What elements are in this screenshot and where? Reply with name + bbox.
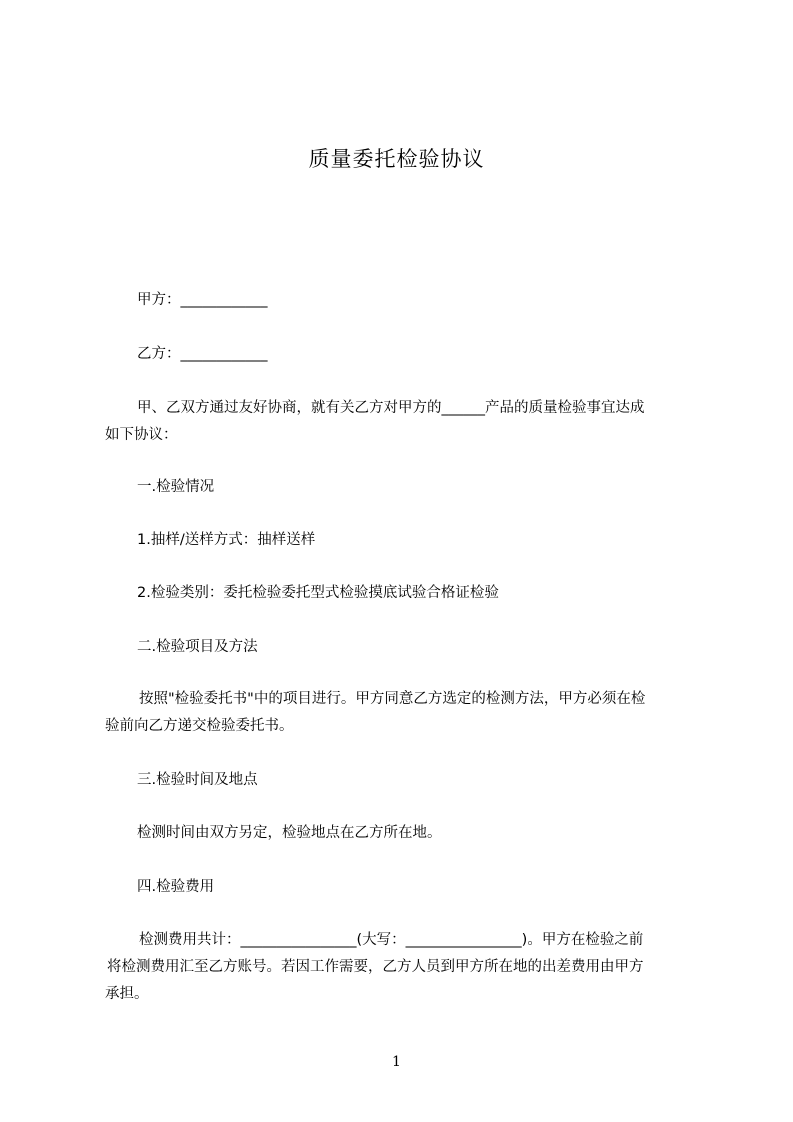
section-4-body-line-3: 承担。	[105, 986, 149, 1002]
section-2-heading: 二.检验项目及方法	[137, 639, 258, 655]
section-2-body-line-2: 验前向乙方递交检验委托书。	[105, 718, 294, 734]
party-b-line: 乙方：____________	[137, 346, 268, 362]
section-4-body	[105, 927, 644, 1008]
intro-line-1: 甲、乙双方通过友好协商，就有关乙方对甲方的______产品的质量检验事宜达成	[137, 400, 645, 416]
section-4-heading: 四.检验费用	[137, 879, 215, 895]
section-1-item-1: 1.抽样/送样方式：抽样送样	[137, 532, 316, 548]
section-3-body: 检测时间由双方另定，检验地点在乙方所在地。	[137, 825, 442, 841]
party-a-line: 甲方：____________	[137, 292, 268, 308]
section-1-item-2: 2.检验类别：委托检验委托型式检验摸底试验合格证检验	[137, 585, 499, 601]
page-number: 1	[392, 1054, 401, 1070]
document-title: 质量委托检验协议	[308, 147, 485, 171]
section-4-body-line-1: 检测费用共计：________________(大写：________________)。甲方在检验之前	[139, 932, 644, 948]
section-3-heading: 三.检验时间及地点	[137, 772, 258, 788]
section-2-body	[105, 686, 646, 740]
section-4-body-line-2: 将检测费用汇至乙方账号。若因工作需要，乙方人员到甲方所在地的出差费用由甲方	[107, 959, 644, 975]
intro-paragraph	[105, 395, 645, 449]
section-1-heading: 一.检验情况	[137, 479, 215, 495]
section-2-body-line-1: 按照"检验委托书"中的项目进行。甲方同意乙方选定的检测方法，甲方必须在检	[139, 691, 646, 707]
intro-line-2: 如下协议：	[105, 427, 178, 443]
